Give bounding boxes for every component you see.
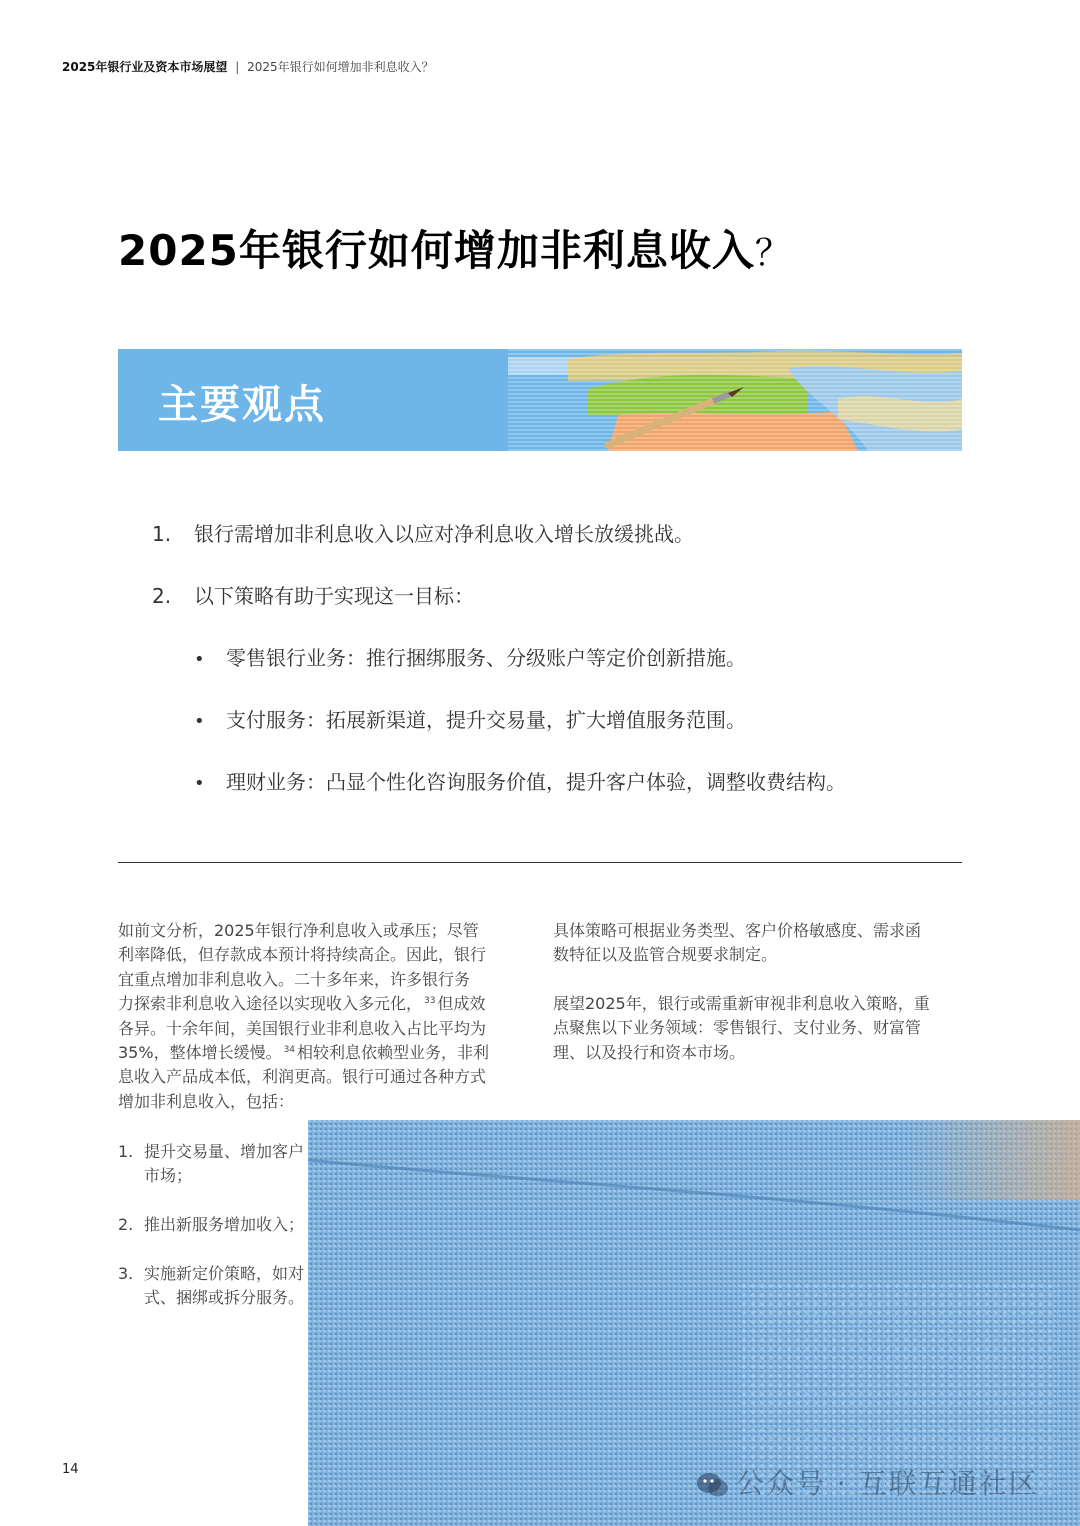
wechat-icon <box>696 1471 730 1499</box>
list-text: 实施新定价策略，如对 <box>144 1264 305 1283</box>
watermark-text: 公众号 · 互联互通社区 <box>736 1467 1039 1500</box>
list-text: 推出新服务增加收入； <box>144 1215 305 1234</box>
report-title: 2025年银行业及资本市场展望 <box>62 60 228 74</box>
list-text: 式、捆绑或拆分服务。 <box>144 1288 305 1307</box>
key-point-text: 银行需增加非利息收入以应对净利息收入增长放缓挑战。 <box>194 522 694 546</box>
bullet-text: 支付服务：拓展新渠道，提升交易量，扩大增值服务范围。 <box>226 708 746 732</box>
page-title-text: 2025年银行如何增加非利息收入 <box>118 226 755 275</box>
running-header <box>62 58 434 75</box>
paintbrush-artwork <box>508 349 962 451</box>
body-right-column <box>553 919 953 1065</box>
list-text: 市场； <box>144 1166 193 1185</box>
body-text: 力探索非利息收入途径以实现收入多元化， <box>118 994 423 1014</box>
body-text: 35%，整体增长缓慢。 <box>118 1043 282 1063</box>
body-line: 点聚焦以下业务领域：零售银行、支付业务、财富管 <box>553 1018 922 1038</box>
footnote-ref-33[interactable]: 33 <box>424 995 436 1006</box>
section-title: 2025年银行如何增加非利息收入？ <box>247 60 434 74</box>
bullet-dot: • <box>194 649 205 670</box>
body-line: 数特征以及监管合规要求制定。 <box>553 945 778 965</box>
header-separator: | <box>235 60 240 74</box>
list-number: 1. <box>118 1142 134 1161</box>
strategy-bullet-payments <box>194 704 746 733</box>
body-line: 具体策略可根据业务类型、客户价格敏感度、需求函 <box>553 921 922 940</box>
body-line: 宜重点增加非利息收入。二十多年来，许多银行务 <box>118 969 471 989</box>
strategy-bullet-wealth <box>194 766 846 795</box>
body-line <box>118 1041 513 1065</box>
key-point-1 <box>152 518 694 547</box>
body-line <box>118 992 513 1016</box>
bullet-text: 零售银行业务：推行捆绑服务、分级账户等定价创新措施。 <box>226 646 746 670</box>
bullet-dot: • <box>194 711 205 732</box>
body-line: 息收入产品成本低，利润更高。银行可通过各种方式 <box>118 1067 487 1087</box>
body-text: 相较利息依赖型业务，非利 <box>297 1043 490 1063</box>
body-line: 理、以及投行和资本市场。 <box>553 1042 746 1062</box>
key-point-number: 1. <box>152 522 172 546</box>
key-point-number: 2. <box>152 584 172 608</box>
strategy-bullet-retail <box>194 642 746 671</box>
paragraph-gap <box>553 968 953 992</box>
body-line: 展望2025年，银行或需重新审视非利息收入策略，重 <box>553 993 930 1013</box>
key-point-text: 以下策略有助于实现这一目标： <box>194 584 474 608</box>
body-line: 利率降低，但存款成本预计将持续高企。因此，银行 <box>118 945 487 965</box>
bullet-text: 理财业务：凸显个性化咨询服务价值，提升客户体验，调整收费结构。 <box>226 770 846 794</box>
section-divider <box>118 862 962 863</box>
page-title <box>118 218 792 278</box>
body-text: 但成效 <box>437 994 486 1014</box>
footnote-ref-34[interactable]: 34 <box>283 1044 296 1055</box>
banner-title: 主要观点 <box>158 382 326 428</box>
watermark <box>696 1462 1039 1502</box>
bullet-dot: • <box>194 773 205 794</box>
body-left-column <box>118 919 513 1114</box>
body-line: 如前文分析，2025年银行净利息收入或承压；尽管 <box>118 921 479 940</box>
list-text: 提升交易量、增加客户 <box>144 1142 305 1161</box>
key-points-banner <box>118 349 962 451</box>
body-line: 增加非利息收入，包括： <box>118 1091 295 1111</box>
body-line: 各异。十余年间，美国银行业非利息收入占比平均为 <box>118 1018 487 1038</box>
page-number: 14 <box>62 1462 79 1477</box>
list-number: 2. <box>118 1215 134 1234</box>
key-point-2 <box>152 580 474 609</box>
list-number: 3. <box>118 1264 134 1283</box>
page-title-qmark: ？ <box>754 233 792 274</box>
